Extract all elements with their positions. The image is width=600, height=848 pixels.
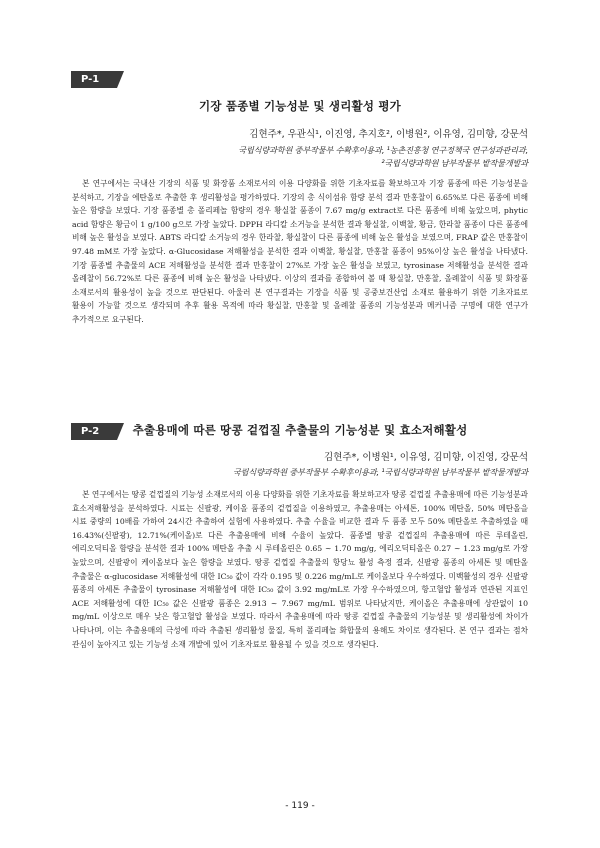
abstract-authors-p1: 김현주*, 우관식¹, 이진영, 추지호², 이병원², 이유영, 김미향, 강문석 (249, 129, 528, 140)
abstract-label-p1: P-1 (71, 71, 117, 88)
abstract-affiliation-p2: 국립식량과학원 중부작물부 수확후이용과, ¹국립식량과학원 남부작물부 밭작물개발과 (232, 467, 528, 477)
abstract-authors-p2: 김현주*, 이병원¹, 이유영, 김미향, 이진영, 강문석 (324, 452, 528, 463)
page-number: - 119 - (285, 801, 315, 811)
abstract-affiliation-p1-line2: ²국립식량과학원 남부작물부 밭작물개발과 (381, 158, 528, 168)
abstract-body-p2: 본 연구에서는 땅콩 겉껍질의 기능성 소재로서의 이용 다양화를 위한 기초자료를 확보하고자 땅콩 겉껍질 추출용매에 따른 기능성분과 효소저해활성을 분석하였다. 시료는 신팔광, 케이올 품종의 겉껍질을 이용하였고, 추출용매는 아세톤, 100% 메탄올, 50% 메탄올을 시료 중량의 10배를 가하여 24시간 추출하여 실험에 사용하였다. 추출 수율을 비교한 결과 두 품종 모두 50% 메탄올로 추출하였을 때 16.43%(신팔광), 12.71%(케이올)로 다른 추출용매에 비해 수율이 높았다. 품종별 땅콩 겉껍질의 추출용매에 따른 루테올린, 에리오딕티올 함량을 분석한 결과 100% 메탄올 추출 시 루테올린은 0.65 ~ 1.70 mg/g, 에리오딕티올은 0.27 ~ 1.23 mg/g로 가장 높았으며, 신팔광이 케이올보다 높은 함량을 보였다. 땅콩 겉껍질 추출물의 항당뇨 활성 측정 결과, 신팔광 품종의 아세톤 및 메탄올 추출물은 α-glucosidase 저해활성에 대한 IC₅₀ 값이 각각 0.195 및 0.226 mg/mL로 케이올보다 우수하였다. 미백활성의 경우 신팔광 품종의 아세톤 추출물이 tyrosinase 저해활성에 대한 IC₅₀ 값이 3.92 mg/mL로 가장 우수하였으며, 항고혈압 활성과 연관된 지표인 ACE 저해활성에 대한 IC₅₀ 값은 신팔광 품종은 2.913 ~ 7.967 mg/mL 범위로 나타났지만, 케이올은 추출용매에 상관없이 10 mg/mL 이상으로 매우 낮은 항고혈압 활성을 보였다. 따라서 추출용매에 따라 땅콩 겉껍질 추출물의 기능성분 및 생리활성에 차이가 나타나며, 이는 추출용매의 극성에 따라 추출된 생리활성 물질, 특히 폴리페놀 화합물의 용해도 차이로 생각된다. 본 연구 결과는 점차 관심이 높아지고 있는 기능성 소재 개발에 있어 기초자료로 활용될 수 있을 것으로 생각된다. (72, 490, 528, 649)
abstract-affiliation-p1-line1: 국립식량과학원 중부작물부 수확후이용과, ¹농촌진흥청 연구정책국 연구성과관리과, (238, 145, 528, 155)
abstract-body-p1: 본 연구에서는 국내산 기장의 식품 및 화장품 소재로서의 이용 다양화를 위한 기초자료를 확보하고자 기장 품종에 따른 기능성분을 분석하고, 기장을 에탄올로 추출한 후 생리활성을 평가하였다. 기장의 총 식이섬유 함량 분석 결과 만홍찰이 6.65%로 다른 품종에 비해 높은 함량을 보였다. 기장 품종별 총 폴리페놀 함량의 경우 황실찰 품종이 7.67 mg/g extract로 다른 품종에 비해 높았으며, phytic acid 함량은 황금이 1 g/100 g으로 가장 높았다. DPPH 라디칼 소거능을 분석한 결과 황실찰, 이백찰, 황금, 한라찰 품종이 다른 품종에 비해 높은 활성을 보였다. ABTS 라디칼 소거능의 경우 한라찰, 황실찰이 다른 품종에 비해 높은 활성을 보였으며, FRAP 값은 만홍찰이 97.48 mM로 가장 높았다. α-Glucosidase 저해활성을 분석한 결과 이백찰, 황실찰, 만홍찰 품종이 95%이상 높은 활성을 나타냈다. 기장 품종별 추출물의 ACE 저해활성을 분석한 결과 만홍찰이 27%로 가장 높은 활성을 보였고, tyrosinase 저해활성을 분석한 결과 올례찰이 56.72%로 다른 품종에 비해 높은 활성을 나타냈다. 이상의 결과를 종합하여 볼 때 황실찰, 만홍찰, 올례찰이 식품 및 화장품 소재로서의 활용성이 높을 것으로 판단된다. 아울러 본 연구결과는 기장을 식품 및 공중보건산업 소재로 활용하기 위한 기초자료로 활용이 가능할 것으로 생각되며 추후 활용 목적에 따라 황실찰, 만홍찰 및 올례찰 품종의 기능성분과 메커니즘 구명에 대한 연구가 추가적으로 요구된다. (72, 179, 528, 324)
abstract-label-p2: P-2 (71, 423, 117, 440)
abstract-title-p2: 추출용매에 따른 땅콩 겉껍질 추출물의 기능성분 및 효소저해활성 (132, 423, 468, 437)
abstract-title-p1: 기장 품종별 기능성분 및 생리활성 평가 (199, 99, 401, 113)
